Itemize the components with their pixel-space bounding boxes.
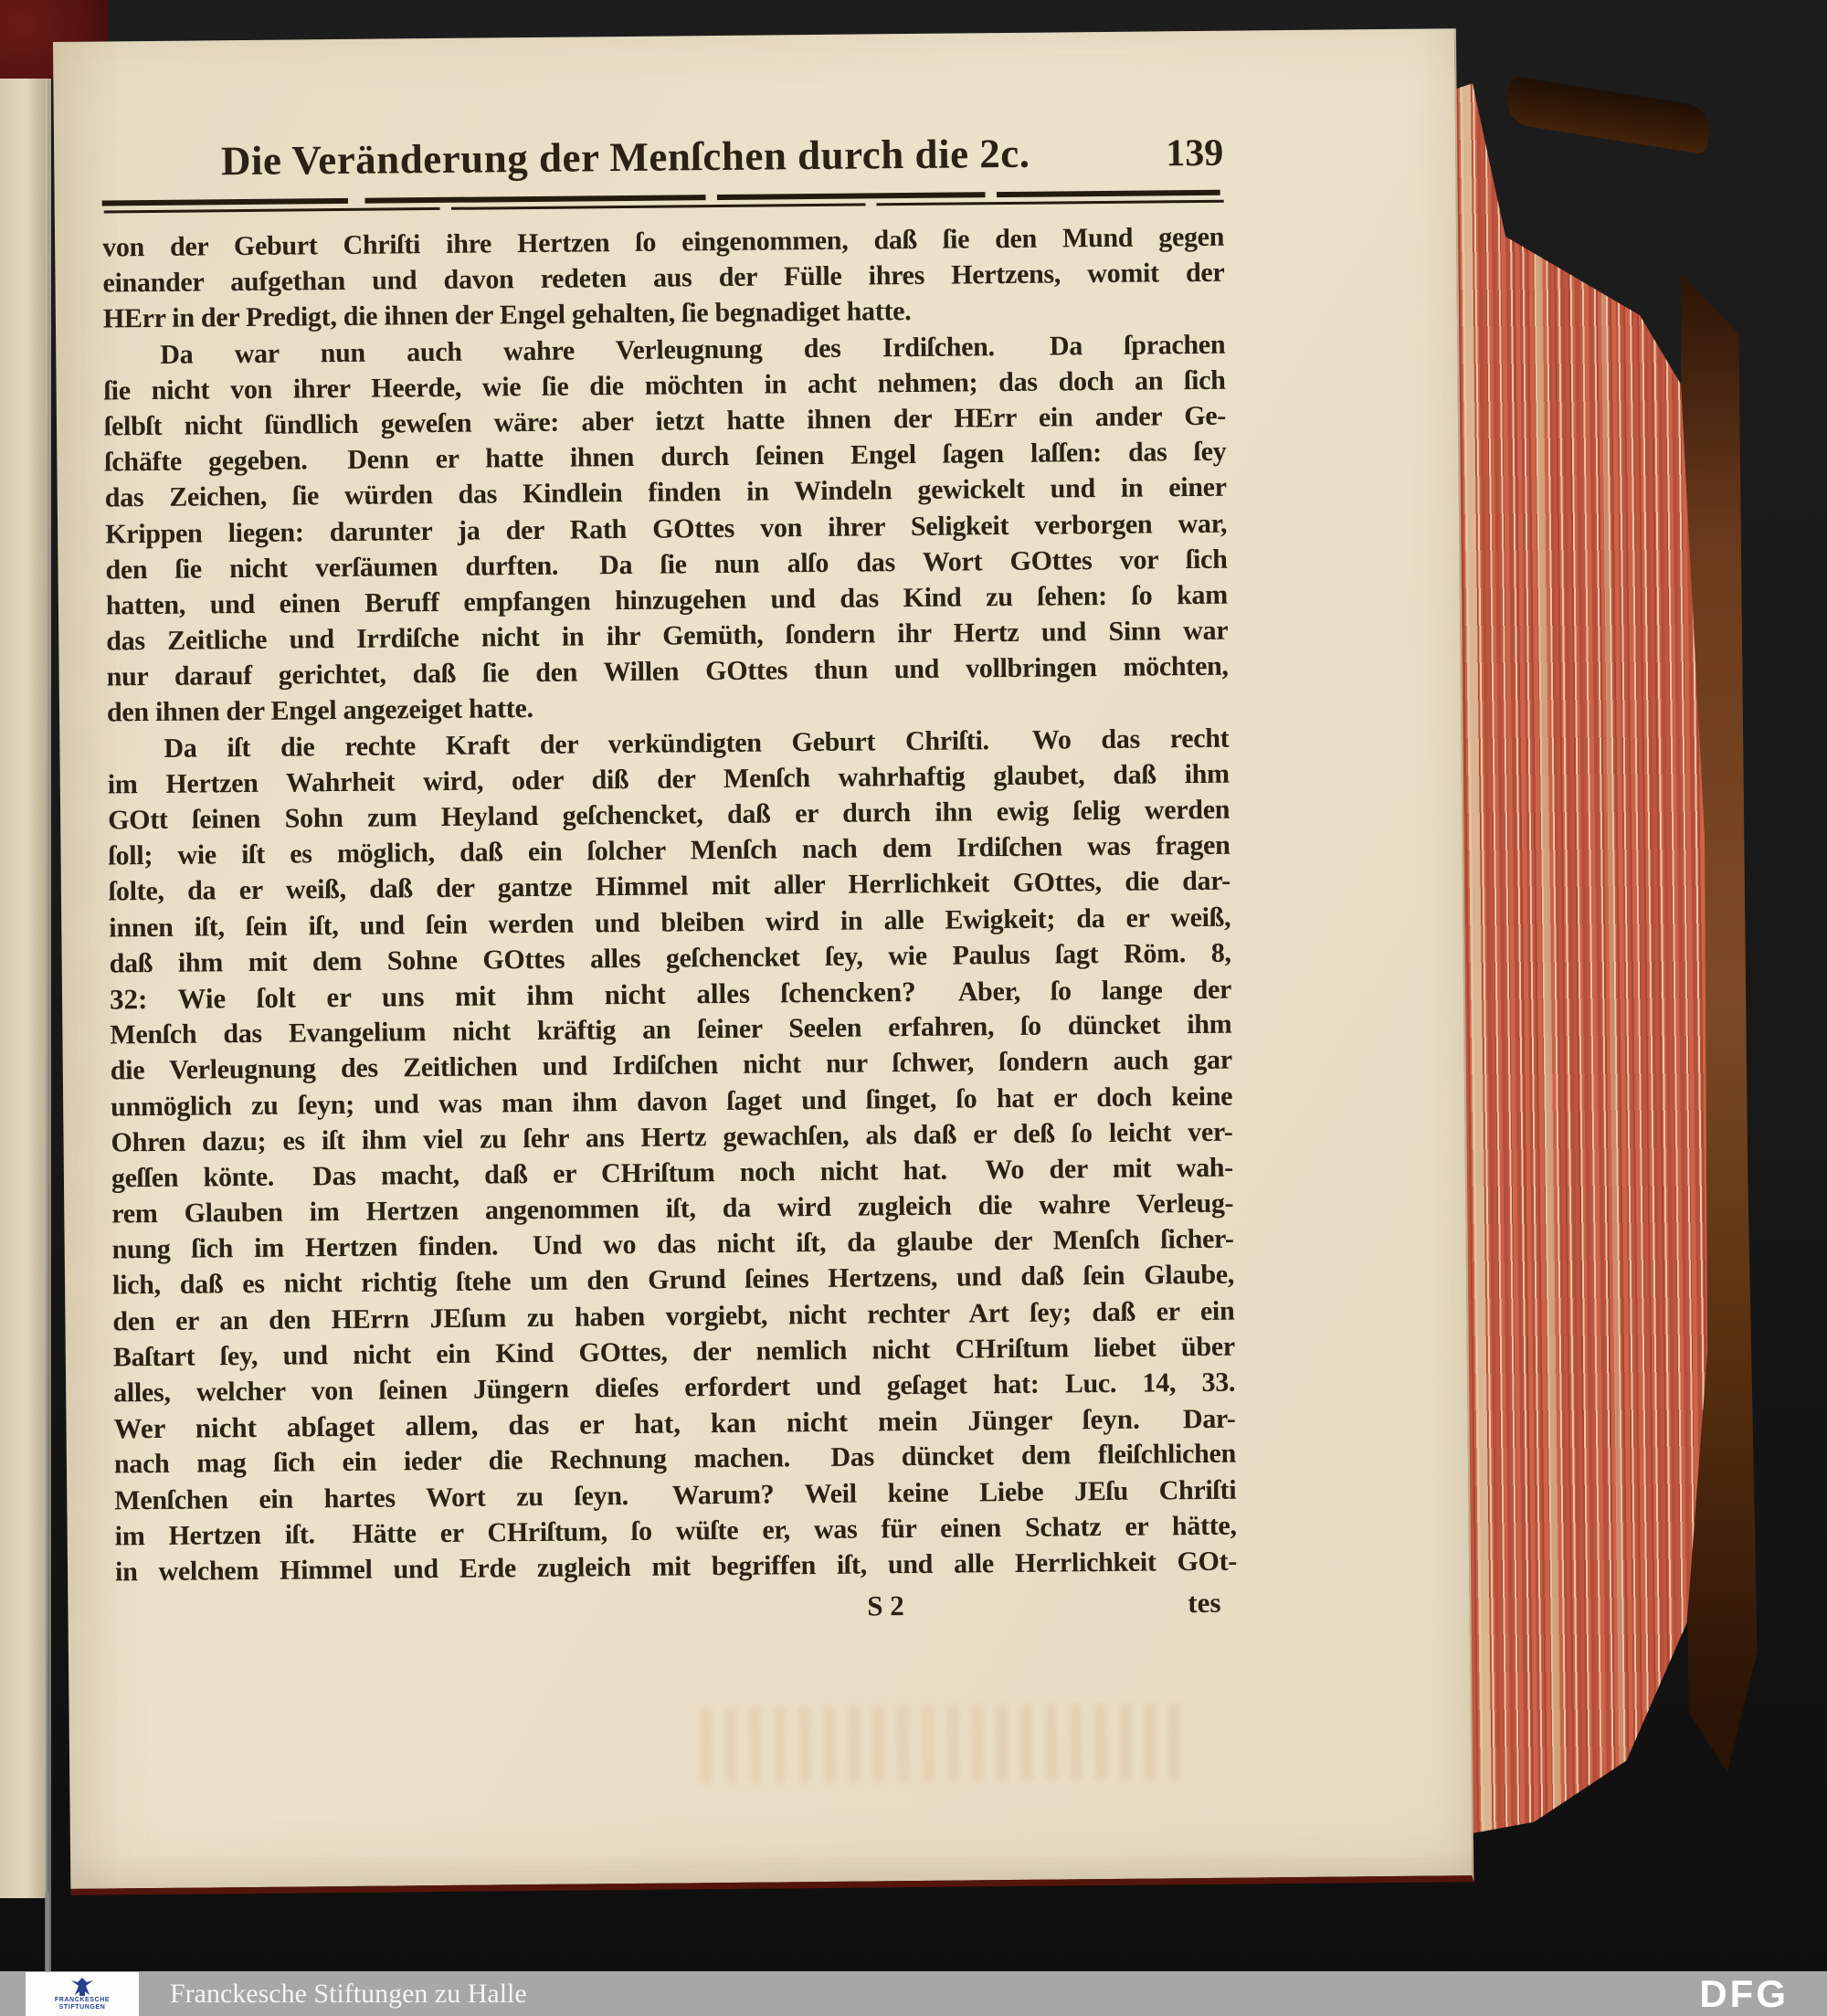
text-line: im Hertzen iſt. Hätte er CHriſtum, ſo wüſte er, was für einen Schatz er hätte, [114, 1510, 1237, 1552]
book-page [53, 28, 1473, 1895]
show-through-ghost [700, 1703, 1194, 1784]
institution-logo-caption [55, 1997, 110, 2011]
text-line: hatten, und einen Beruff empfangen hinzugehen und das Kind zu ſehen: ſo kam [105, 579, 1229, 621]
viewer-footer-bar [0, 1971, 1827, 2016]
text-line: Menſchen ein hartes Wort zu ſeyn. Warum? Weil keine Liebe JEſu Chriſti [114, 1474, 1237, 1515]
text-line: Da war nun auch wahre Verleugnung des Irdiſchen. Da ſprachen [160, 329, 1226, 370]
running-header [101, 128, 1223, 186]
institution-logo [26, 1972, 139, 2016]
text-line: rem Glauben im Hertzen angenommen iſt, da wird zugleich die wahre Verleug- [111, 1187, 1234, 1230]
text-line: in welchem Himmel und Erde zugleich mit begriffen iſt, und alle Herrlichkeit GOt- [114, 1546, 1238, 1588]
text-line: Wer nicht abſaget allem, das er hat, kan nicht mein Jünger ſeyn. Dar- [113, 1402, 1236, 1445]
text-line: ſoll; wie iſt es möglich, daß ein ſolcher Menſch nach dem Irdiſchen was fragen [108, 829, 1230, 871]
page-content [53, 28, 1472, 1889]
signature-mark: S 2 [867, 1589, 904, 1622]
text-line: die Verleugnung des Zeitlichen und Irdiſchen nicht nur ſchwer, ſondern auch gar [110, 1044, 1232, 1086]
text-line: Menſch das Evangelium nicht kräftig an ſeiner Seelen erfahren, ſo düncket ihm [110, 1008, 1232, 1050]
text-line: GOtt ſeinen Sohn zum Heyland geſchencket, daß er durch ihn ewig ſelig werden [108, 794, 1230, 836]
body-text [102, 219, 1237, 1590]
glass-edge-line [45, 1893, 49, 1971]
page-number: 139 [1166, 132, 1224, 175]
text-line: innen iſt, ſein iſt, und ſein werden und bleiben wird in alle Ewigkeit; da er weiß, [109, 902, 1231, 944]
text-line: im Hertzen Wahrheit wird, oder diß der Menſch wahrhaftig glaubet, daß ihm [107, 758, 1230, 800]
institution-name: Franckesche Stiftungen zu Halle [170, 1979, 527, 2009]
text-line: HErr in der Predigt, die ihnen der Engel gehalten, ſie begnadiget hatte. [102, 296, 912, 334]
text-line: nur darauf gerichtet, daß ſie den Willen GOttes thun und vollbringen möchten, [106, 650, 1229, 692]
text-line: den ſie nicht verſäumen durften. Da ſie nun alſo das Wort GOttes vor ſich [105, 544, 1228, 586]
text-line: lich, daß es nicht richtig ſtehe um den Grund ſeines Hertzens, und daß ſein Glaube, [111, 1260, 1235, 1301]
logo-caption-line2: STIFTUNGEN [58, 2004, 106, 2011]
text-line: Da iſt die rechte Kraft der verkündigten Geburt Chriſti. Wo das recht [164, 723, 1230, 764]
catchword: tes [1188, 1586, 1221, 1620]
running-title: Die Veränderung der Menſchen durch die 2c. [220, 130, 1030, 185]
text-line: von der Geburt Chriſti ihre Hertzen ſo eingenommen, daß ſie den Mund gegen [102, 221, 1225, 263]
left-page-edge [0, 79, 48, 1898]
text-line: 32: Wie ſolt er uns mit ihm nicht alles ſchencken? Aber, ſo lange der [109, 974, 1232, 1016]
franckesche-stiftungen-icon [69, 1977, 96, 1997]
text-line: nach mag ſich ein ieder die Rechnung machen. Das düncket dem fleiſchlichen [113, 1439, 1237, 1480]
text-line: daß ihm mit dem Sohne GOttes alles geſchencket ſey, wie Paulus ſagt Röm. 8, [109, 937, 1231, 979]
text-line: ſelbſt nicht ſündlich geweſen wäre: aber ietzt hatte ihnen der HErr ein ander Ge- [103, 400, 1227, 442]
dfg-logo: DFG [1699, 1972, 1789, 2015]
text-line: ſolte, da er weiß, daß der gantze Himmel mit aller Herrlichkeit GOttes, die dar- [108, 866, 1231, 907]
logo-caption-line1: FRANCKESCHE [54, 1997, 111, 2003]
text-line: nung ſich im Hertzen finden. Und wo das nicht iſt, da glaube der Menſch ſicher- [111, 1223, 1234, 1265]
text-line: alles, welcher von ſeinen Jüngern dieſes erfordert und geſaget hat: Luc. 14, 33. [113, 1367, 1236, 1409]
signature-row [115, 1587, 1237, 1638]
text-line: einander aufgethan und davon redeten aus der Fülle ihres Hertzens, womit der [102, 257, 1225, 299]
text-line: geſſen könte. Das macht, daß er CHriſtum noch nicht hat. Wo der mit wah- [111, 1152, 1234, 1194]
page-separator-line [46, 79, 51, 1971]
text-line: Baſtart ſey, und nicht ein Kind GOttes, der nemlich nicht CHriſtum liebet über [112, 1331, 1235, 1373]
header-rule [102, 190, 1224, 216]
text-line: das Zeichen, ſie würden das Kindlein finden in Windeln gewickelt und in einer [104, 472, 1227, 513]
text-line: den ihnen der Engel angezeiget hatte. [106, 693, 533, 728]
text-line: Krippen liegen: darunter ja der Rath GOttes von ihrer Seligkeit verborgen war, [105, 508, 1228, 549]
binding-leather-top [1503, 76, 1713, 155]
text-line: ſchäfte gegeben. Denn er hatte ihnen durch ſeinen Engel ſagen laſſen: das ſey [104, 436, 1227, 478]
text-line: den er an den HErrn JEſum zu haben vorgiebt, nicht rechter Art ſey; daß er ein [112, 1295, 1235, 1337]
text-line: unmöglich zu ſeyn; und was man ihm davon ſaget und ſinget, ſo hat er doch keine [111, 1081, 1233, 1122]
text-line: Ohren dazu; es iſt ihm viel zu ſehr ans Hertz gewachſen, als daß er deß ſo leicht ver- [111, 1116, 1233, 1158]
text-line: ſie nicht von ihrer Heerde, wie ſie die möchten in acht nehmen; das doch an ſich [103, 364, 1226, 406]
text-line: das Zeitliche und Irrdiſche nicht in ihr Gemüth, ſondern ihr Hertz und Sinn war [106, 615, 1229, 657]
